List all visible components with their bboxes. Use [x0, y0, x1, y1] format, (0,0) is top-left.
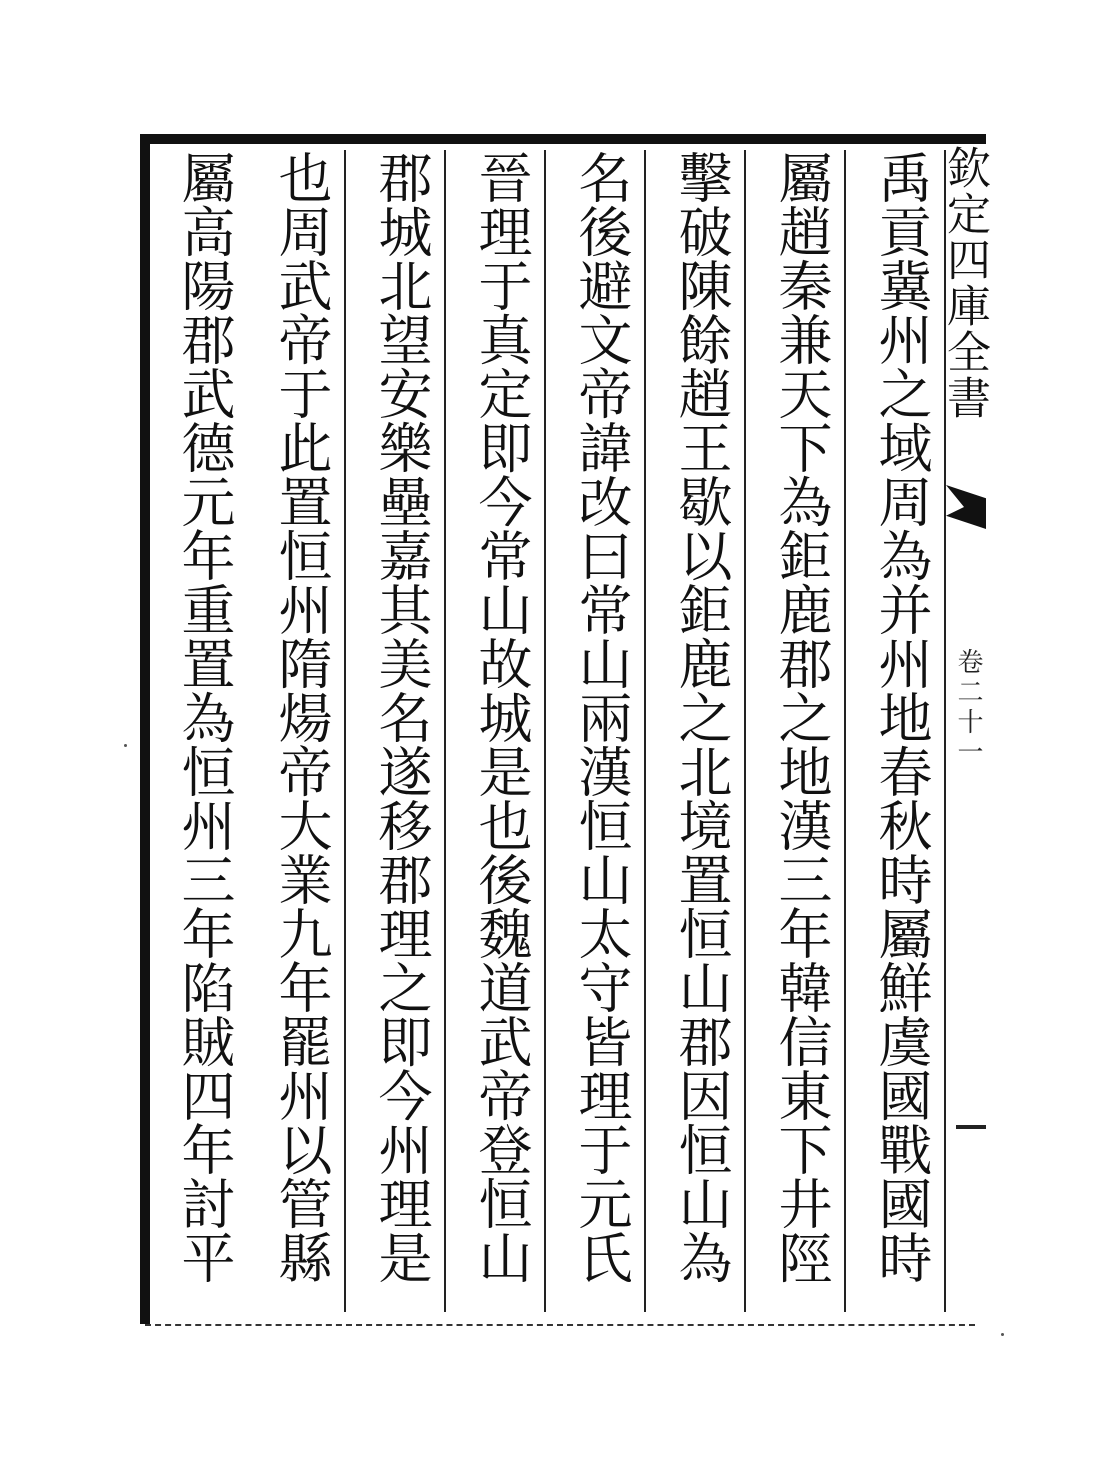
column-text: 郡城北望安樂壘嘉其美名遂移郡理之即今州理是 — [370, 150, 433, 1284]
column-text: 也周武帝于此置恒州隋煬帝大業九年罷州以管縣 — [270, 150, 333, 1284]
text-column-7 — [258, 150, 346, 1312]
text-column-4 — [558, 150, 646, 1312]
text-column-6 — [358, 150, 446, 1312]
scan-speck — [1001, 1333, 1004, 1336]
column-text: 屬高陽郡武德元年重置為恒州三年陷賊四年討平 — [173, 150, 236, 1284]
text-column-5 — [458, 150, 546, 1312]
column-text: 擊破陳餘趙王歇以鉅鹿之北境置恒山郡因恒山為 — [670, 150, 733, 1284]
scan-speck — [124, 744, 127, 747]
volume-number: 卷二十一 — [953, 648, 983, 768]
book-title: 欽定四庫全書 — [939, 145, 990, 421]
text-column-1 — [858, 150, 946, 1312]
bottom-rule — [145, 1324, 975, 1326]
column-text: 晉理于真定即今常山故城是也後魏道武帝登恒山 — [470, 150, 533, 1284]
column-text: 屬趙秦兼天下為鉅鹿郡之地漢三年韓信東下井陘 — [770, 150, 833, 1284]
text-column-2 — [758, 150, 846, 1312]
text-column-8 — [160, 150, 248, 1312]
page-number-mark — [956, 1125, 986, 1129]
text-column-3 — [658, 150, 746, 1312]
column-text: 名後避文帝諱改曰常山兩漢恒山太守皆理于元氏 — [570, 150, 633, 1284]
column-text: 禹貢冀州之域周為并州地春秋時屬鮮虞國戰國時 — [870, 150, 933, 1284]
